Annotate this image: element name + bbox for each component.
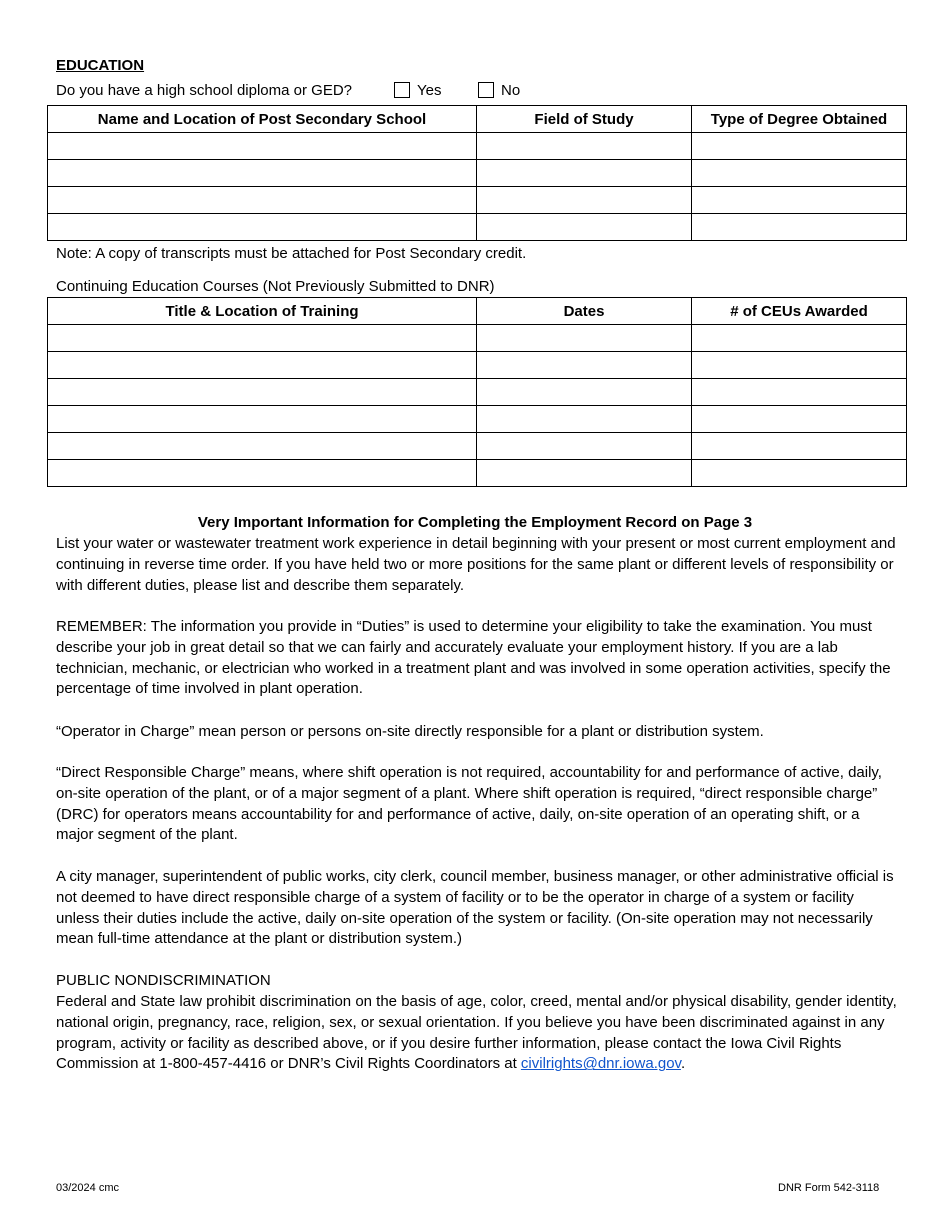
- training-header: Title & Location of Training: [48, 298, 477, 325]
- training-cell[interactable]: [48, 352, 477, 379]
- footer-date: 03/2024 cmc: [56, 1182, 119, 1194]
- dates-cell[interactable]: [477, 325, 692, 352]
- dates-cell[interactable]: [477, 460, 692, 487]
- field-cell[interactable]: [477, 133, 692, 160]
- school-cell[interactable]: [48, 214, 477, 241]
- table-row: [48, 160, 907, 187]
- civil-rights-email-link[interactable]: civilrights@dnr.iowa.gov: [520, 1055, 681, 1073]
- ceus-header: # of CEUs Awarded: [692, 298, 907, 325]
- school-table: [47, 105, 907, 241]
- transcript-note: Note: A copy of transcripts must be attached for Post Secondary credit.: [56, 245, 527, 262]
- info-paragraph-1: List your water or wastewater treatment work experience in detail beginning with your present or most current employment and continuing in reverse time order. If you have held two or more positions for the same plant or different levels of responsibility or with different duties, please list and describe them separately.: [56, 535, 896, 594]
- ceus-cell[interactable]: [692, 433, 907, 460]
- info-heading: Very Important Information for Completing the Employment Record on Page 3: [197, 514, 753, 531]
- table-row: [48, 214, 907, 241]
- school-cell[interactable]: [48, 133, 477, 160]
- school-cell[interactable]: [48, 187, 477, 214]
- training-cell[interactable]: [48, 460, 477, 487]
- school-name-header: Name and Location of Post Secondary School: [48, 106, 477, 133]
- degree-cell[interactable]: [692, 214, 907, 241]
- dates-cell[interactable]: [477, 406, 692, 433]
- yes-label: Yes: [417, 82, 442, 99]
- ce-table: [47, 297, 907, 487]
- nondiscrimination-heading: PUBLIC NONDISCRIMINATION: [56, 972, 271, 989]
- field-cell[interactable]: [477, 214, 692, 241]
- ceus-cell[interactable]: [692, 352, 907, 379]
- training-cell[interactable]: [48, 433, 477, 460]
- dates-header: Dates: [477, 298, 692, 325]
- footer-form-number: DNR Form 542-3118: [778, 1182, 880, 1194]
- school-cell[interactable]: [48, 160, 477, 187]
- no-checkbox[interactable]: [478, 82, 494, 98]
- info-paragraph-5: A city manager, superintendent of public works, city clerk, council member, business manager, or other administrative official is not deemed to have direct responsible charge of a system of facility or to be the operator in charge of a system or facility unless their duties include the active, daily on-site operation of the system or facility. (On-site operation may not necessarily mean full-time attendance at the plant or distribution system.): [56, 868, 894, 948]
- training-cell[interactable]: [48, 406, 477, 433]
- field-of-study-header: Field of Study: [477, 106, 692, 133]
- yes-checkbox[interactable]: [394, 82, 410, 98]
- ce-title: Continuing Education Courses (Not Previously Submitted to DNR): [56, 278, 495, 295]
- period: .: [680, 1055, 686, 1073]
- info-paragraph-3: “Operator in Charge” mean person or persons on-site directly responsible for a plant or distribution system.: [56, 723, 764, 740]
- dates-cell[interactable]: [477, 379, 692, 406]
- table-row: [48, 133, 907, 160]
- degree-type-header: Type of Degree Obtained: [692, 106, 907, 133]
- ceus-cell[interactable]: [692, 460, 907, 487]
- table-row: [48, 433, 907, 460]
- degree-cell[interactable]: [692, 187, 907, 214]
- table-row: [48, 406, 907, 433]
- info-paragraph-2: REMEMBER: The information you provide in “Duties” is used to determine your eligibility to take the examination. You must describe your job in great detail so that we can fairly and accurately evaluate your employment history. If you are a lab technician, mechanic, or electrician who worked in a treatment plant and was involved in some operation activities, specify the percentage of time involved in plant operation.: [56, 618, 891, 698]
- field-cell[interactable]: [477, 160, 692, 187]
- no-label: No: [501, 82, 521, 99]
- ceus-cell[interactable]: [692, 325, 907, 352]
- section-heading: EDUCATION: [56, 57, 145, 74]
- info-paragraph-4: “Direct Responsible Charge” means, where shift operation is not required, accountability for and performance of active, daily, on-site operation of the plant, or of a major segment of a plant. Where shift operation is required, “direct responsible charge” (DRC) for operators means accountability for and performance of active, daily, on-site operation of an operating shift, or a major segment of the plant.: [56, 764, 882, 844]
- training-cell[interactable]: [48, 325, 477, 352]
- field-cell[interactable]: [477, 187, 692, 214]
- training-cell[interactable]: [48, 379, 477, 406]
- nondiscrimination-body: [56, 992, 901, 1075]
- degree-cell[interactable]: [692, 160, 907, 187]
- table-row: [48, 352, 907, 379]
- table-row: [48, 325, 907, 352]
- dates-cell[interactable]: [477, 433, 692, 460]
- dates-cell[interactable]: [477, 352, 692, 379]
- nondiscrimination-text: Federal and State law prohibit discrimination on the basis of age, color, creed, mental and/or physical disability, gender identity, national origin, pregnancy, race, religion, sex, or sexual orientation. If you believe you have been discriminated against in any program, activity or facility as described above, or if you desire further information, please contact the Iowa Civil Rights Commission at 1-800-457-4416 or DNR’s Civil Rights Coordinators at: [56, 993, 897, 1073]
- ceus-cell[interactable]: [692, 406, 907, 433]
- ceus-cell[interactable]: [692, 379, 907, 406]
- table-row: [48, 187, 907, 214]
- degree-cell[interactable]: [692, 133, 907, 160]
- table-row: [48, 460, 907, 487]
- table-row: [48, 379, 907, 406]
- diploma-question: Do you have a high school diploma or GED?: [56, 82, 353, 99]
